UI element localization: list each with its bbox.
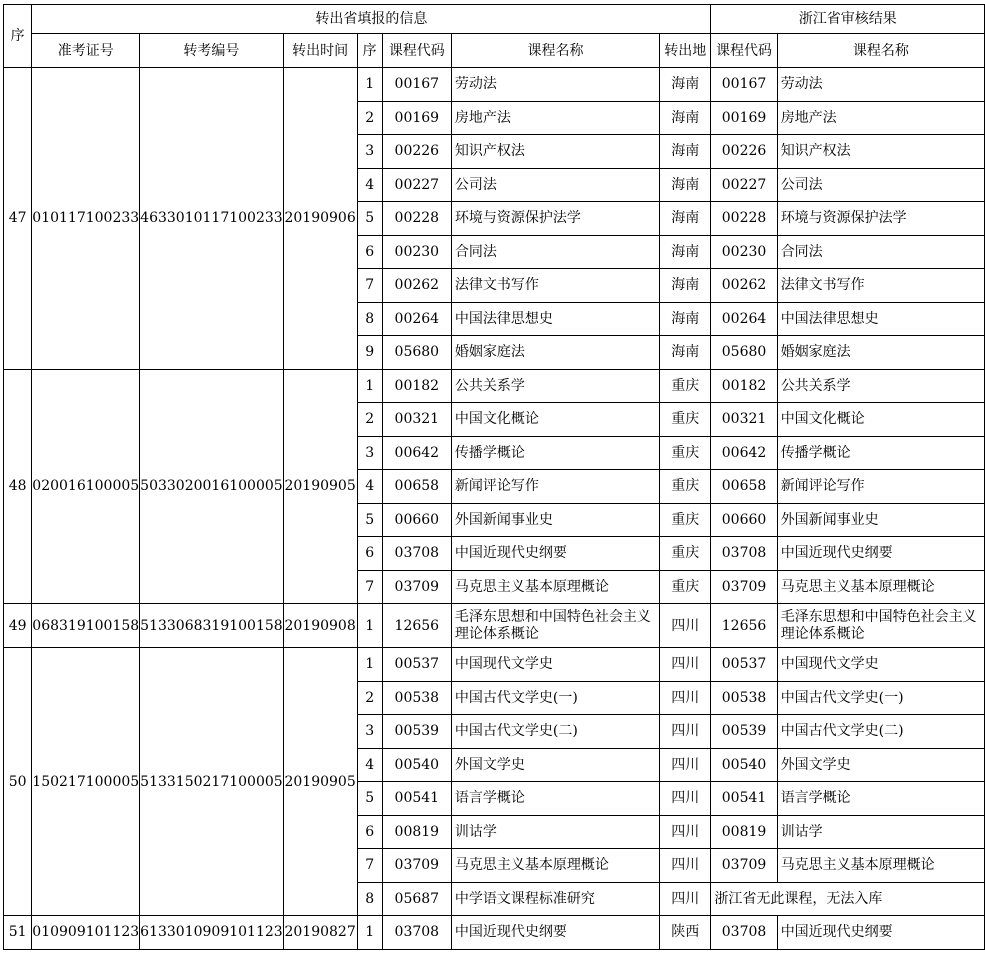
course-code: 05687	[382, 882, 451, 916]
table-row	[4, 916, 985, 950]
zhejiang-course-name: 劳动法	[777, 68, 984, 102]
course-seq: 2	[357, 403, 382, 437]
header-course-code: 课程代码	[382, 34, 451, 68]
zhejiang-course-code: 03709	[711, 570, 777, 604]
course-code: 00167	[382, 68, 451, 102]
course-origin: 重庆	[660, 503, 711, 537]
course-origin: 陕西	[660, 916, 711, 950]
course-origin: 四川	[660, 782, 711, 816]
zhejiang-course-name: 中国古代文学史(二)	[777, 715, 984, 749]
course-origin: 海南	[660, 101, 711, 135]
course-code: 00540	[382, 748, 451, 782]
zhejiang-course-code: 00227	[711, 168, 777, 202]
course-seq: 8	[357, 302, 382, 336]
course-origin: 四川	[660, 681, 711, 715]
course-seq: 6	[357, 235, 382, 269]
course-seq: 5	[357, 782, 382, 816]
course-code: 00228	[382, 202, 451, 236]
course-code: 03708	[382, 916, 451, 950]
zhejiang-course-name: 公共关系学	[777, 369, 984, 403]
course-seq: 3	[357, 715, 382, 749]
course-code: 00537	[382, 648, 451, 682]
zhejiang-course-code: 00541	[711, 782, 777, 816]
zhejiang-note: 浙江省无此课程，无法入库	[711, 882, 985, 916]
course-origin: 海南	[660, 269, 711, 303]
zhejiang-course-code: 00539	[711, 715, 777, 749]
course-code: 00226	[382, 135, 451, 169]
course-seq: 5	[357, 202, 382, 236]
transfer-date: 20190827	[283, 916, 357, 950]
course-code: 05680	[382, 336, 451, 370]
header-row-groups	[4, 5, 985, 34]
record-seq: 50	[4, 648, 32, 916]
zhejiang-course-name: 传播学概论	[777, 436, 984, 470]
exam-id: 150217100005	[32, 648, 140, 916]
course-code: 00539	[382, 715, 451, 749]
course-seq: 3	[357, 135, 382, 169]
zhejiang-course-name: 马克思主义基本原理概论	[777, 570, 984, 604]
course-name: 环境与资源保护法学	[451, 202, 659, 236]
transfer-id: 5133068319100158	[140, 604, 284, 648]
course-name: 房地产法	[451, 101, 659, 135]
zhejiang-course-code: 00660	[711, 503, 777, 537]
table-row	[4, 369, 985, 403]
course-seq: 7	[357, 849, 382, 883]
course-seq: 9	[357, 336, 382, 370]
zhejiang-course-name: 知识产权法	[777, 135, 984, 169]
course-origin: 海南	[660, 68, 711, 102]
course-origin: 海南	[660, 302, 711, 336]
zhejiang-course-code: 00264	[711, 302, 777, 336]
course-code: 00541	[382, 782, 451, 816]
header-seq: 序	[4, 5, 32, 68]
zhejiang-course-name: 中国近现代史纲要	[777, 537, 984, 571]
zhejiang-course-code: 00538	[711, 681, 777, 715]
zhejiang-course-name: 马克思主义基本原理概论	[777, 849, 984, 883]
course-origin: 海南	[660, 135, 711, 169]
zhejiang-course-name: 中国古代文学史(一)	[777, 681, 984, 715]
zhejiang-course-code: 00658	[711, 470, 777, 504]
zhejiang-course-code: 00819	[711, 815, 777, 849]
zhejiang-course-name: 婚姻家庭法	[777, 336, 984, 370]
course-seq: 8	[357, 882, 382, 916]
zhejiang-course-name: 中国近现代史纲要	[777, 916, 984, 950]
course-seq: 6	[357, 537, 382, 571]
course-code: 00264	[382, 302, 451, 336]
zhejiang-course-name: 中国现代文学史	[777, 648, 984, 682]
zhejiang-course-code: 00226	[711, 135, 777, 169]
record-seq: 47	[4, 68, 32, 370]
zhejiang-course-name: 语言学概论	[777, 782, 984, 816]
zhejiang-course-name: 毛泽东思想和中国特色社会主义理论体系概论	[777, 604, 984, 648]
course-code: 00321	[382, 403, 451, 437]
course-name: 马克思主义基本原理概论	[451, 849, 659, 883]
course-seq: 1	[357, 604, 382, 648]
zhejiang-course-code: 00537	[711, 648, 777, 682]
course-seq: 3	[357, 436, 382, 470]
header-origin: 转出地	[660, 34, 711, 68]
course-name: 公司法	[451, 168, 659, 202]
course-name: 合同法	[451, 235, 659, 269]
header-transfer-id: 转考编号	[140, 34, 284, 68]
course-origin: 海南	[660, 168, 711, 202]
table-row	[4, 648, 985, 682]
course-code: 00642	[382, 436, 451, 470]
transfer-credit-table	[3, 4, 985, 950]
zhejiang-course-name: 外国文学史	[777, 748, 984, 782]
transfer-date: 20190906	[283, 68, 357, 370]
header-transfer-date: 转出时间	[283, 34, 357, 68]
course-seq: 4	[357, 168, 382, 202]
course-code: 00182	[382, 369, 451, 403]
zhejiang-course-code: 03708	[711, 916, 777, 950]
course-seq: 7	[357, 570, 382, 604]
header-group-out: 转出省填报的信息	[32, 5, 711, 34]
exam-id: 068319100158	[32, 604, 140, 648]
course-origin: 海南	[660, 235, 711, 269]
zhejiang-course-name: 新闻评论写作	[777, 470, 984, 504]
course-seq: 1	[357, 68, 382, 102]
course-code: 00819	[382, 815, 451, 849]
header-zj-course-name: 课程名称	[777, 34, 984, 68]
course-seq: 2	[357, 101, 382, 135]
course-seq: 6	[357, 815, 382, 849]
zhejiang-course-name: 合同法	[777, 235, 984, 269]
course-name: 中国古代文学史(二)	[451, 715, 659, 749]
course-code: 03708	[382, 537, 451, 571]
course-name: 公共关系学	[451, 369, 659, 403]
course-origin: 四川	[660, 882, 711, 916]
course-code: 00230	[382, 235, 451, 269]
course-name: 中国现代文学史	[451, 648, 659, 682]
course-seq: 1	[357, 648, 382, 682]
transfer-id: 6133010909101123	[140, 916, 284, 950]
header-course-seq: 序	[357, 34, 382, 68]
transfer-date: 20190905	[283, 369, 357, 604]
record-seq: 49	[4, 604, 32, 648]
course-origin: 重庆	[660, 403, 711, 437]
zhejiang-course-code: 00642	[711, 436, 777, 470]
course-code: 00538	[382, 681, 451, 715]
zhejiang-course-name: 环境与资源保护法学	[777, 202, 984, 236]
course-name: 外国新闻事业史	[451, 503, 659, 537]
table-row	[4, 68, 985, 102]
zhejiang-course-code: 00540	[711, 748, 777, 782]
course-code: 00262	[382, 269, 451, 303]
course-origin: 重庆	[660, 470, 711, 504]
course-origin: 四川	[660, 815, 711, 849]
zhejiang-course-code: 00262	[711, 269, 777, 303]
course-name: 中国法律思想史	[451, 302, 659, 336]
course-name: 马克思主义基本原理概论	[451, 570, 659, 604]
transfer-id: 4633010117100233	[140, 68, 284, 370]
course-name: 中国古代文学史(一)	[451, 681, 659, 715]
record-seq: 48	[4, 369, 32, 604]
course-seq: 2	[357, 681, 382, 715]
header-zj-course-code: 课程代码	[711, 34, 777, 68]
zhejiang-course-code: 00169	[711, 101, 777, 135]
course-name: 劳动法	[451, 68, 659, 102]
course-name: 毛泽东思想和中国特色社会主义理论体系概论	[451, 604, 659, 648]
course-origin: 海南	[660, 336, 711, 370]
zhejiang-course-code: 03708	[711, 537, 777, 571]
exam-id: 020016100005	[32, 369, 140, 604]
zhejiang-course-code: 00230	[711, 235, 777, 269]
zhejiang-course-name: 外国新闻事业史	[777, 503, 984, 537]
transfer-id: 5133150217100005	[140, 648, 284, 916]
course-name: 训诂学	[451, 815, 659, 849]
zhejiang-course-name: 中国法律思想史	[777, 302, 984, 336]
course-code: 00660	[382, 503, 451, 537]
course-origin: 重庆	[660, 537, 711, 571]
course-seq: 1	[357, 916, 382, 950]
course-name: 传播学概论	[451, 436, 659, 470]
table-row	[4, 604, 985, 648]
zhejiang-course-code: 03709	[711, 849, 777, 883]
course-origin: 四川	[660, 648, 711, 682]
course-origin: 重庆	[660, 570, 711, 604]
course-origin: 四川	[660, 715, 711, 749]
course-origin: 四川	[660, 604, 711, 648]
zhejiang-course-name: 法律文书写作	[777, 269, 984, 303]
transfer-date: 20190908	[283, 604, 357, 648]
course-code: 00227	[382, 168, 451, 202]
course-origin: 海南	[660, 202, 711, 236]
course-name: 中国近现代史纲要	[451, 537, 659, 571]
course-code: 03709	[382, 849, 451, 883]
zhejiang-course-code: 00167	[711, 68, 777, 102]
zhejiang-course-code: 00228	[711, 202, 777, 236]
course-origin: 四川	[660, 748, 711, 782]
course-name: 外国文学史	[451, 748, 659, 782]
transfer-credit-table-wrapper	[3, 4, 985, 950]
course-origin: 重庆	[660, 369, 711, 403]
course-code: 12656	[382, 604, 451, 648]
course-origin: 重庆	[660, 436, 711, 470]
zhejiang-course-name: 房地产法	[777, 101, 984, 135]
zhejiang-course-code: 00321	[711, 403, 777, 437]
exam-id: 010909101123	[32, 916, 140, 950]
header-exam-id: 准考证号	[32, 34, 140, 68]
course-name: 中国近现代史纲要	[451, 916, 659, 950]
course-seq: 1	[357, 369, 382, 403]
course-name: 法律文书写作	[451, 269, 659, 303]
course-name: 新闻评论写作	[451, 470, 659, 504]
header-group-zhejiang: 浙江省审核结果	[711, 5, 985, 34]
course-name: 中学语文课程标准研究	[451, 882, 659, 916]
course-seq: 4	[357, 470, 382, 504]
course-code: 03709	[382, 570, 451, 604]
table-body	[4, 5, 985, 950]
zhejiang-course-name: 中国文化概论	[777, 403, 984, 437]
exam-id: 010117100233	[32, 68, 140, 370]
course-code: 00169	[382, 101, 451, 135]
course-name: 中国文化概论	[451, 403, 659, 437]
course-seq: 4	[357, 748, 382, 782]
zhejiang-course-code: 00182	[711, 369, 777, 403]
course-code: 00658	[382, 470, 451, 504]
course-seq: 5	[357, 503, 382, 537]
zhejiang-course-code: 05680	[711, 336, 777, 370]
course-origin: 四川	[660, 849, 711, 883]
header-course-name: 课程名称	[451, 34, 659, 68]
record-seq: 51	[4, 916, 32, 950]
zhejiang-course-code: 12656	[711, 604, 777, 648]
transfer-date: 20190905	[283, 648, 357, 916]
transfer-id: 5033020016100005	[140, 369, 284, 604]
course-name: 知识产权法	[451, 135, 659, 169]
course-seq: 7	[357, 269, 382, 303]
zhejiang-course-name: 公司法	[777, 168, 984, 202]
zhejiang-course-name: 训诂学	[777, 815, 984, 849]
course-name: 婚姻家庭法	[451, 336, 659, 370]
course-name: 语言学概论	[451, 782, 659, 816]
header-row-columns	[4, 34, 985, 68]
